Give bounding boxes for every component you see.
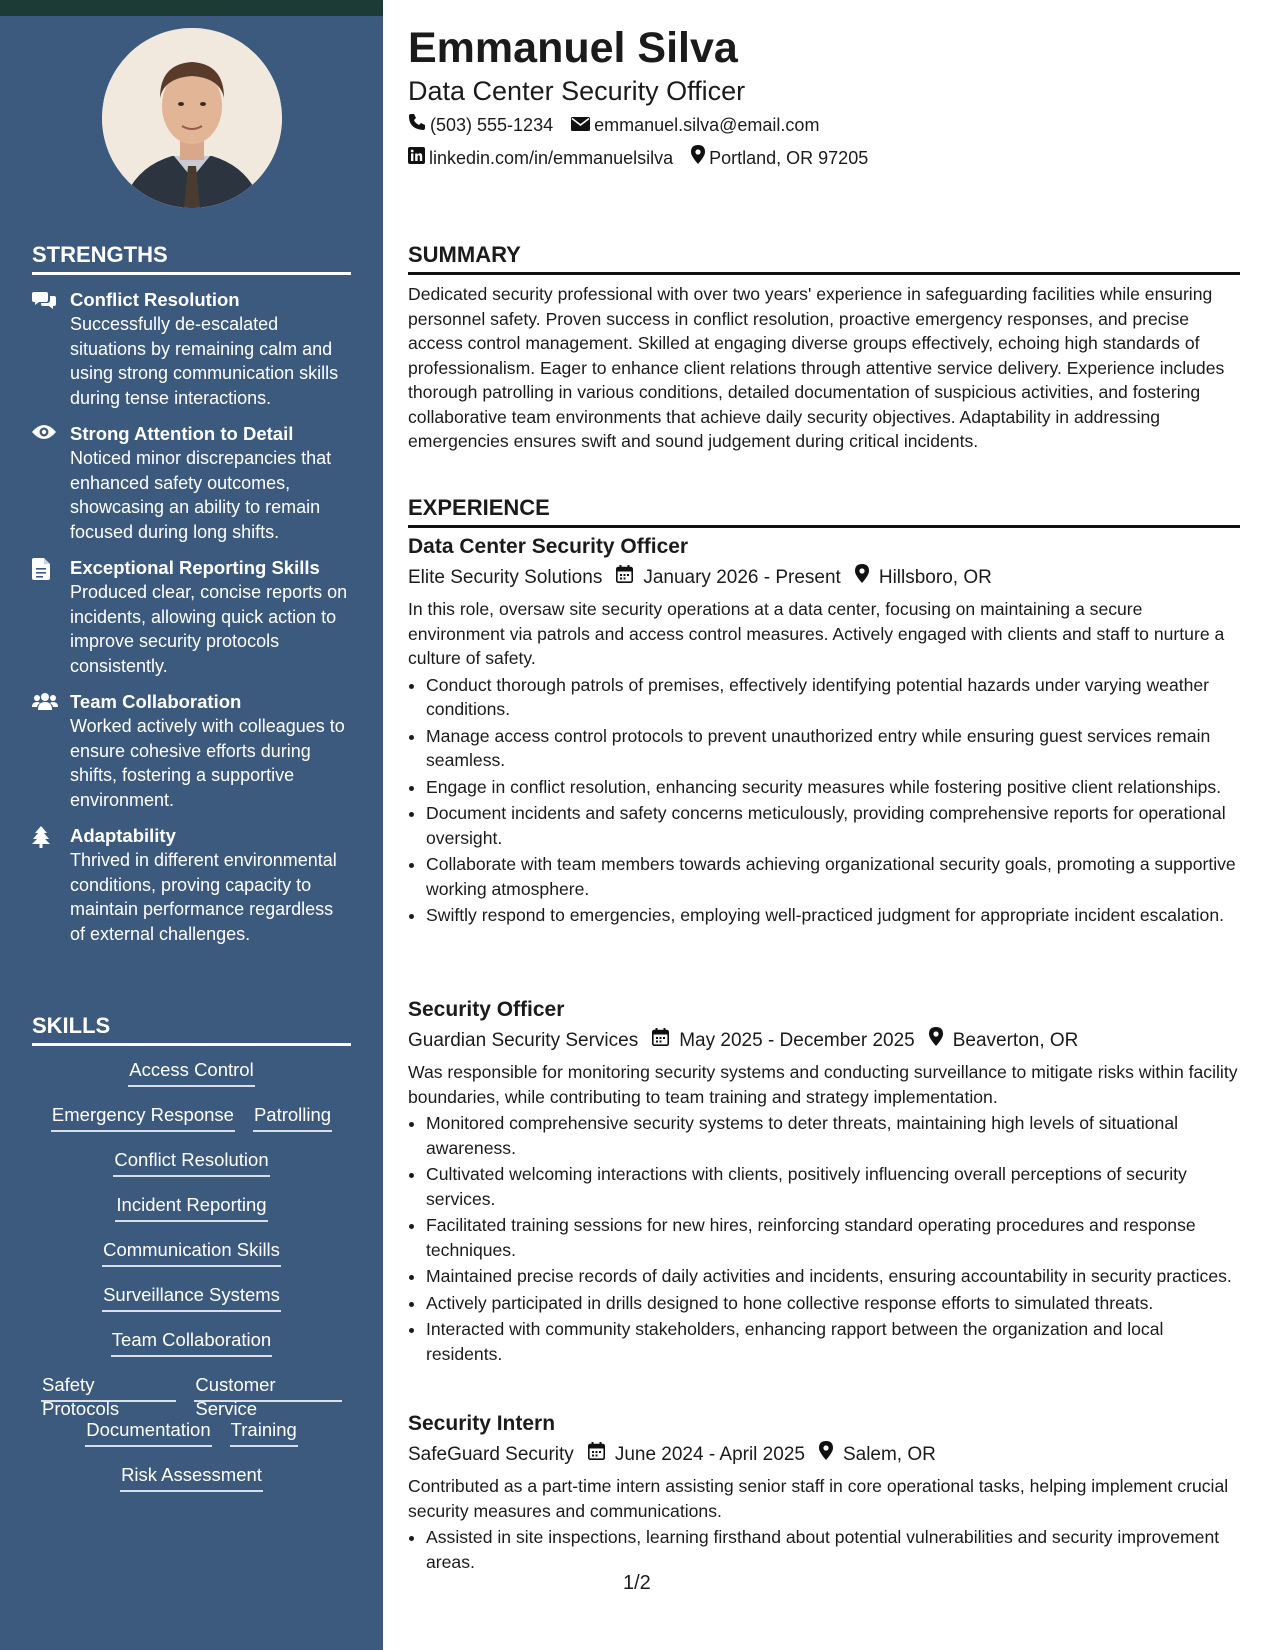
company-name: Elite Security Solutions	[408, 567, 603, 588]
job-location-text: Salem, OR	[842, 1444, 936, 1465]
job-dates-text: January 2026 - Present	[643, 567, 841, 588]
job-dates	[588, 1441, 805, 1469]
job-bullets	[408, 1111, 1240, 1366]
envelope-icon	[571, 113, 594, 137]
strengths-heading: STRENGTHS	[32, 242, 351, 275]
job-bullet: • Swiftly respond to emergencies, employing well-practiced judgment for appropriate incident escalation.	[426, 903, 1240, 928]
summary-heading: SUMMARY	[408, 242, 1240, 275]
email-contact	[571, 113, 819, 137]
job-bullet: • Interacted with community stakeholders, enhancing rapport between the organization and local residents.	[426, 1317, 1240, 1366]
skill-tag: Communication Skills	[102, 1238, 281, 1267]
linkedin-text: linkedin.com/in/emmanuelsilva	[429, 147, 674, 168]
skill-row	[32, 1328, 351, 1373]
email-text: emmanuel.silva@email.com	[594, 115, 820, 135]
strength-title: Strong Attention to Detail	[70, 423, 294, 444]
contact-row-1	[408, 113, 837, 137]
job-description: Contributed as a part-time intern assisting senior staff in core operational tasks, helping implement crucial security measures and communications.	[408, 1476, 1229, 1521]
job-title: Security Officer	[408, 998, 565, 1021]
job-location	[855, 564, 992, 592]
job-bullet: • Maintained precise records of daily activities and incidents, ensuring accountability in security practices.	[426, 1264, 1240, 1289]
skill-tag: Customer Service	[194, 1373, 342, 1402]
phone-text: (503) 555-1234	[430, 115, 554, 135]
strength-description: Worked actively with colleagues to ensure cohesive efforts during shifts, fostering a supportive environment.	[70, 716, 345, 810]
job-bullet: • Cultivated welcoming interactions with clients, positively influencing overall perceptions of security services.	[426, 1162, 1240, 1211]
job-title-headline: Data Center Security Officer	[408, 76, 746, 106]
strengths-list	[32, 287, 352, 957]
location-contact	[691, 145, 868, 170]
page-number: 1/2	[623, 1572, 651, 1594]
linkedin-contact	[408, 146, 673, 170]
company-name: SafeGuard Security	[408, 1444, 574, 1465]
phone-contact	[408, 113, 553, 137]
job-location-text: Beaverton, OR	[952, 1030, 1079, 1051]
strength-item	[32, 287, 352, 410]
job-dates	[652, 1027, 915, 1055]
skill-tag: Emergency Response	[51, 1103, 235, 1132]
experience-item	[408, 996, 1240, 1368]
location-pin-icon	[855, 564, 879, 592]
sidebar-top-bar	[0, 0, 383, 16]
job-dates-text: June 2024 - April 2025	[614, 1444, 805, 1465]
job-bullet: • Manage access control protocols to prevent unauthorized entry while ensuring guest services remain seamless.	[426, 724, 1240, 773]
profile-photo	[102, 28, 282, 208]
job-bullet: • Assisted in site inspections, learning firsthand about potential vulnerabilities and security improvement areas.	[426, 1525, 1240, 1574]
experience-heading: EXPERIENCE	[408, 495, 1240, 528]
job-bullet: • Conduct thorough patrols of premises, effectively identifying potential hazards under varying weather conditions.	[426, 673, 1240, 722]
candidate-name: Emmanuel Silva	[408, 24, 738, 72]
company-name: Guardian Security Services	[408, 1030, 639, 1051]
job-title: Security Intern	[408, 1412, 556, 1435]
job-description: In this role, oversaw site security operations at a data center, focusing on maintaining a secure environment via patrols and access control measures. Actively engaged with clients and staff to nurture a culture of safety.	[408, 599, 1225, 668]
linkedin-icon	[408, 146, 429, 170]
job-dates-text: May 2025 - December 2025	[679, 1030, 915, 1051]
job-location	[929, 1027, 1079, 1055]
job-bullet: • Engage in conflict resolution, enhancing security measures while fostering positive client relationships.	[426, 775, 1240, 800]
job-location	[819, 1441, 936, 1469]
skill-row	[32, 1463, 351, 1508]
strength-title: Team Collaboration	[70, 691, 242, 712]
job-dates	[616, 564, 841, 592]
job-meta	[408, 1027, 1240, 1055]
skill-tag: Safety Protocols	[41, 1373, 176, 1402]
sidebar	[0, 0, 383, 1650]
job-bullet: • Document incidents and safety concerns meticulously, providing comprehensive reports for operational oversight.	[426, 801, 1240, 850]
job-meta	[408, 1441, 1240, 1469]
job-bullet: • Monitored comprehensive security systems to deter threats, maintaining high levels of situational awareness.	[426, 1111, 1240, 1160]
document-icon	[32, 555, 70, 678]
job-bullet: • Collaborate with team members towards achieving organizational security goals, promoting a supportive working atmosphere.	[426, 852, 1240, 901]
calendar-icon	[588, 1441, 615, 1469]
strength-description: Thrived in different environmental conditions, proving capacity to maintain performance regardless of external challenges.	[70, 850, 337, 944]
experience-item	[408, 533, 1240, 930]
calendar-icon	[652, 1027, 679, 1055]
strength-description: Successfully de-escalated situations by remaining calm and using strong communication skills during tense interactions.	[70, 314, 339, 408]
skill-tag: Team Collaboration	[111, 1328, 272, 1357]
job-bullets	[408, 1525, 1240, 1574]
contact-row-2	[408, 145, 886, 170]
strength-item	[32, 555, 352, 678]
strength-title: Exceptional Reporting Skills	[70, 557, 320, 578]
job-bullet: • Actively participated in drills designed to hone collective response efforts to simulated threats.	[426, 1291, 1240, 1316]
location-text: Portland, OR 97205	[709, 147, 869, 168]
job-title: Data Center Security Officer	[408, 535, 689, 558]
skill-row	[32, 1238, 351, 1283]
strength-item	[32, 823, 352, 946]
eye-icon	[32, 421, 70, 544]
skill-tag: Access Control	[128, 1058, 254, 1087]
skills-list	[32, 1058, 351, 1508]
team-icon	[32, 689, 70, 812]
skill-row	[32, 1103, 351, 1148]
job-description: Was responsible for monitoring security systems and conducting surveillance to mitigate risks within facility boundaries, while contributing to team training and strategy implementation.	[408, 1062, 1238, 1107]
strength-item	[32, 421, 352, 544]
strength-description: Produced clear, concise reports on incidents, allowing quick action to improve security protocols consistently.	[70, 582, 348, 676]
skill-tag: Patrolling	[253, 1103, 332, 1132]
skill-tag: Conflict Resolution	[113, 1148, 269, 1177]
skill-row	[32, 1193, 351, 1238]
skill-row	[32, 1373, 351, 1418]
location-pin-icon	[819, 1441, 843, 1469]
tree-icon	[32, 823, 70, 946]
job-bullet: • Facilitated training sessions for new hires, reinforcing standard operating procedures and response techniques.	[426, 1213, 1240, 1262]
skills-heading: SKILLS	[32, 1013, 351, 1046]
skill-tag: Risk Assessment	[120, 1463, 263, 1492]
strength-item	[32, 689, 352, 812]
job-meta	[408, 564, 1240, 592]
strength-title: Conflict Resolution	[70, 289, 240, 310]
strength-description: Noticed minor discrepancies that enhanced safety outcomes, showcasing an ability to remain focused during long shifts.	[70, 448, 332, 542]
skill-tag: Surveillance Systems	[102, 1283, 281, 1312]
experience-item	[408, 1410, 1240, 1576]
job-bullets	[408, 673, 1240, 928]
skill-tag: Documentation	[85, 1418, 211, 1447]
strength-title: Adaptability	[70, 825, 176, 846]
skill-tag: Incident Reporting	[115, 1193, 267, 1222]
calendar-icon	[616, 564, 643, 592]
location-pin-icon	[929, 1027, 953, 1055]
summary-text: Dedicated security professional with over two years' experience in safeguarding facilities while ensuring personnel safety. Proven success in conflict resolution, proactive emergency responses, and precise access control management. Skilled at engaging diverse groups effectively, echoing high standards of professionalism. Eager to enhance client relations through attentive service delivery. Experience includes thorough patrolling in various conditions, detailed documentation of suspicious activities, and fostering collaborative team environments that achieve daily security objectives. Adaptability in addressing emergencies ensures swift and sound judgement during critical incidents.	[408, 284, 1225, 451]
phone-icon	[408, 113, 430, 137]
skill-row	[32, 1058, 351, 1103]
comments-icon	[32, 287, 70, 410]
job-location-text: Hillsboro, OR	[878, 567, 992, 588]
skill-row	[32, 1418, 351, 1463]
skill-tag: Training	[230, 1418, 298, 1447]
skill-row	[32, 1283, 351, 1328]
skill-row	[32, 1148, 351, 1193]
location-pin-icon	[691, 145, 709, 170]
